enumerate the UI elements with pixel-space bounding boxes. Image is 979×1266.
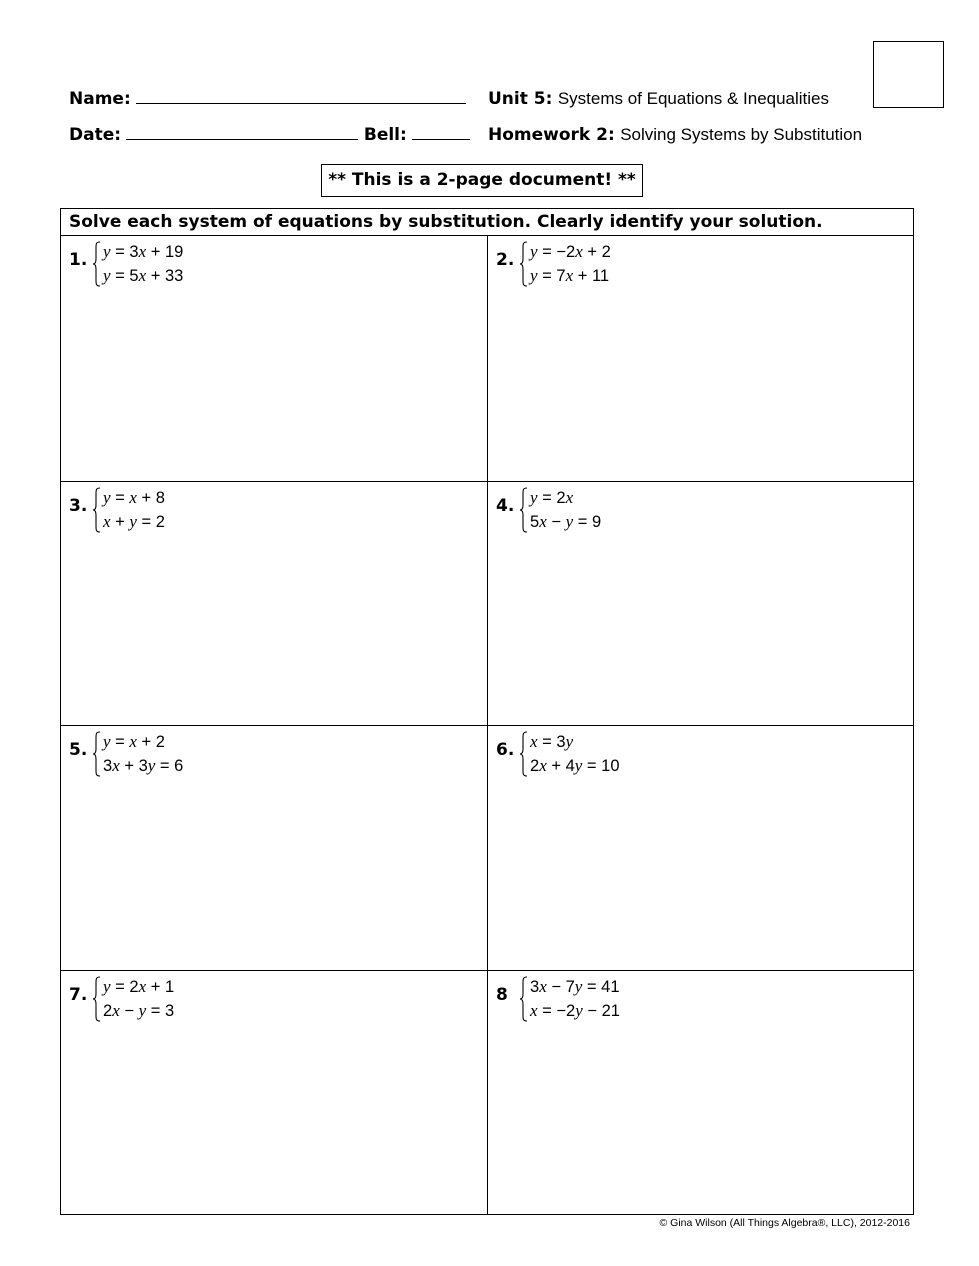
name-label: Name: — [69, 89, 131, 109]
problem-cells — [61, 236, 913, 1214]
homework-label: Homework 2: — [488, 125, 615, 145]
equation: y = 3x + 19 — [103, 242, 184, 261]
equation: x + y = 2 — [103, 511, 165, 531]
problem-cell[interactable] — [61, 725, 487, 970]
left-brace-icon — [92, 730, 101, 778]
problem-number: 6. — [496, 740, 515, 760]
problem-number: 5. — [69, 740, 88, 760]
problem-cell[interactable] — [61, 970, 487, 1215]
score-box[interactable] — [873, 41, 944, 108]
equation: x = −2y − 21 — [530, 1000, 620, 1020]
homework-line — [488, 125, 862, 145]
bell-label: Bell: — [363, 125, 407, 145]
left-brace-icon — [519, 486, 528, 534]
problem-number: 7. — [69, 984, 88, 1005]
date-field[interactable] — [126, 125, 358, 140]
equation: x = 3y — [530, 732, 574, 751]
left-brace-icon — [92, 240, 101, 288]
equation: y = 5x + 33 — [103, 266, 184, 285]
date-row — [69, 125, 470, 145]
two-page-notice: ** This is a 2-page document! ** — [321, 164, 643, 197]
equation: 3x + 3y = 6 — [103, 756, 184, 775]
equation: y = x + 8 — [103, 487, 165, 507]
problem-number: 4. — [496, 495, 515, 516]
left-brace-icon — [92, 975, 101, 1023]
left-brace-icon — [519, 730, 528, 778]
equation: y = x + 2 — [103, 732, 165, 751]
problem-number: 3. — [69, 495, 88, 516]
equation: 3x − 7y = 41 — [530, 976, 620, 996]
problem-cell[interactable] — [61, 236, 487, 481]
equation: 2x + 4y = 10 — [530, 756, 620, 775]
equation: y = 7x + 11 — [530, 266, 610, 285]
problem-cell[interactable] — [487, 725, 913, 970]
problem-cell[interactable] — [487, 970, 913, 1215]
problem-number: 1. — [69, 250, 88, 270]
unit-line — [488, 89, 829, 109]
problem-number: 2. — [496, 250, 515, 270]
left-brace-icon — [519, 240, 528, 288]
homework-title: Solving Systems by Substitution — [620, 125, 863, 144]
equation: y = 2x — [530, 487, 574, 507]
equation: y = −2x + 2 — [530, 242, 611, 261]
date-label: Date: — [69, 125, 122, 145]
copyright: © Gina Wilson (All Things Algebra®, LLC), 2012-2016 — [659, 1217, 910, 1229]
name-row — [69, 89, 466, 109]
name-field[interactable] — [136, 89, 466, 104]
left-brace-icon — [519, 975, 528, 1023]
left-brace-icon — [92, 486, 101, 534]
problem-grid — [60, 208, 914, 1215]
equation: 5x − y = 9 — [530, 511, 602, 531]
instructions: Solve each system of equations by substitution. Clearly identify your solution. — [61, 209, 913, 236]
unit-label: Unit 5: — [488, 89, 553, 109]
problem-cell[interactable] — [61, 481, 487, 726]
bell-field[interactable] — [412, 125, 470, 140]
unit-title: Systems of Equations & Inequalities — [557, 89, 830, 108]
problem-cell[interactable] — [487, 481, 913, 726]
equation: y = 2x + 1 — [103, 976, 175, 996]
equation: 2x − y = 3 — [103, 1000, 175, 1020]
problem-cell[interactable] — [487, 236, 913, 481]
problem-number: 8 — [496, 984, 508, 1005]
